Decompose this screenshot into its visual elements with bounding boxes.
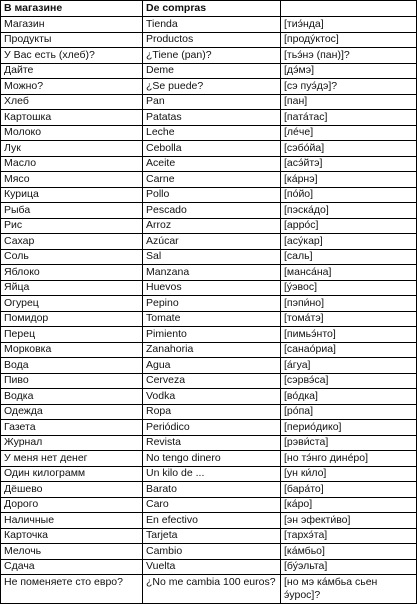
cell-spanish: Arroz	[143, 218, 281, 234]
table-row	[1, 497, 417, 513]
cell-russian: Одежда	[1, 404, 143, 420]
cell-spanish: ¿Se puede?	[143, 79, 281, 95]
cell-spanish: Pollo	[143, 187, 281, 203]
header-russian: В магазине	[1, 1, 143, 17]
cell-russian: Хлеб	[1, 94, 143, 110]
cell-russian: Наличные	[1, 513, 143, 529]
cell-spanish: Un kilo de ...	[143, 466, 281, 482]
cell-russian: Соль	[1, 249, 143, 265]
table-row	[1, 296, 417, 312]
cell-spanish: Zanahoria	[143, 342, 281, 358]
table-row	[1, 249, 417, 265]
table-row	[1, 544, 417, 560]
cell-russian: Мясо	[1, 172, 143, 188]
cell-russian: Перец	[1, 327, 143, 343]
cell-russian: Лук	[1, 141, 143, 157]
cell-russian: Мелочь	[1, 544, 143, 560]
table-row	[1, 311, 417, 327]
cell-russian: Газета	[1, 420, 143, 436]
table-row	[1, 63, 417, 79]
cell-russian: Карточка	[1, 528, 143, 544]
cell-spanish: Sal	[143, 249, 281, 265]
cell-pronunciation: [ка́мбьо]	[281, 544, 417, 560]
table-row	[1, 172, 417, 188]
table-row	[1, 435, 417, 451]
cell-spanish: Manzana	[143, 265, 281, 281]
cell-russian: Один килограмм	[1, 466, 143, 482]
cell-spanish: Pimiento	[143, 327, 281, 343]
cell-pronunciation: [пан]	[281, 94, 417, 110]
table-row	[1, 528, 417, 544]
table-row	[1, 48, 417, 64]
table-row	[1, 280, 417, 296]
cell-russian: Вода	[1, 358, 143, 374]
cell-pronunciation: [дэ́мэ]	[281, 63, 417, 79]
cell-russian: Яйца	[1, 280, 143, 296]
cell-russian: Магазин	[1, 17, 143, 33]
cell-spanish: ¿No me cambia 100 euros?	[143, 575, 281, 604]
cell-spanish: En efectivo	[143, 513, 281, 529]
cell-russian: Картошка	[1, 110, 143, 126]
cell-spanish: Azúcar	[143, 234, 281, 250]
table-row	[1, 265, 417, 281]
table-row	[1, 94, 417, 110]
table-row	[1, 389, 417, 405]
cell-russian: Курица	[1, 187, 143, 203]
cell-russian: Масло	[1, 156, 143, 172]
cell-spanish: Agua	[143, 358, 281, 374]
cell-russian: Не поменяете сто евро?	[1, 575, 143, 604]
cell-spanish: Pepino	[143, 296, 281, 312]
table-row	[1, 420, 417, 436]
vocabulary-body	[1, 17, 417, 604]
cell-pronunciation: [тиэ́нда]	[281, 17, 417, 33]
cell-spanish: Pan	[143, 94, 281, 110]
cell-spanish: Leche	[143, 125, 281, 141]
cell-russian: Яблоко	[1, 265, 143, 281]
table-row	[1, 466, 417, 482]
cell-spanish: Cambio	[143, 544, 281, 560]
table-row	[1, 575, 417, 604]
cell-spanish: Huevos	[143, 280, 281, 296]
cell-pronunciation: [тьэ́нэ (пан)]?	[281, 48, 417, 64]
cell-pronunciation: [сэ пуэ́дэ]?	[281, 79, 417, 95]
cell-pronunciation: [у́эвос]	[281, 280, 417, 296]
table-row	[1, 451, 417, 467]
cell-pronunciation: [но мэ ка́мбьа сьен э́урос]?	[281, 575, 417, 604]
cell-russian: Сахар	[1, 234, 143, 250]
cell-spanish: Carne	[143, 172, 281, 188]
table-row	[1, 404, 417, 420]
cell-russian: Пиво	[1, 373, 143, 389]
cell-pronunciation: [пэпи́но]	[281, 296, 417, 312]
table-row	[1, 358, 417, 374]
cell-spanish: No tengo dinero	[143, 451, 281, 467]
cell-pronunciation: [манса́на]	[281, 265, 417, 281]
cell-pronunciation: [саль]	[281, 249, 417, 265]
cell-spanish: Barato	[143, 482, 281, 498]
cell-pronunciation: [пимьэ́нто]	[281, 327, 417, 343]
table-row	[1, 141, 417, 157]
cell-russian: Продукты	[1, 32, 143, 48]
cell-pronunciation: [продýктос]	[281, 32, 417, 48]
table-row	[1, 482, 417, 498]
cell-russian: Огурец	[1, 296, 143, 312]
cell-russian: Журнал	[1, 435, 143, 451]
cell-pronunciation: [пэска́до]	[281, 203, 417, 219]
cell-russian: Можно?	[1, 79, 143, 95]
cell-pronunciation: [но тэ́нго дине́ро]	[281, 451, 417, 467]
cell-pronunciation: [ун ки́ло]	[281, 466, 417, 482]
cell-russian: Водка	[1, 389, 143, 405]
cell-pronunciation: [асэ́йтэ]	[281, 156, 417, 172]
cell-pronunciation: [асу́кар]	[281, 234, 417, 250]
cell-pronunciation: [а́гуа]	[281, 358, 417, 374]
cell-spanish: Patatas	[143, 110, 281, 126]
table-row	[1, 110, 417, 126]
cell-spanish: Tienda	[143, 17, 281, 33]
table-row	[1, 203, 417, 219]
cell-spanish: Caro	[143, 497, 281, 513]
cell-russian: Рыба	[1, 203, 143, 219]
cell-pronunciation: [тома́тэ]	[281, 311, 417, 327]
cell-russian: Молоко	[1, 125, 143, 141]
table-row	[1, 218, 417, 234]
cell-pronunciation: [рэви́ста]	[281, 435, 417, 451]
table-row	[1, 559, 417, 575]
table-row	[1, 373, 417, 389]
cell-pronunciation: [перио́дико]	[281, 420, 417, 436]
cell-pronunciation: [эн эфекти́во]	[281, 513, 417, 529]
cell-spanish: Pescado	[143, 203, 281, 219]
table-row	[1, 32, 417, 48]
cell-spanish: Cerveza	[143, 373, 281, 389]
cell-russian: Рис	[1, 218, 143, 234]
cell-pronunciation: [ка́ро]	[281, 497, 417, 513]
cell-russian: Дайте	[1, 63, 143, 79]
cell-russian: Морковка	[1, 342, 143, 358]
table-row	[1, 125, 417, 141]
header-spanish: De compras	[143, 1, 281, 17]
cell-russian: У Вас есть (хлеб)?	[1, 48, 143, 64]
cell-pronunciation: [тархэ́та]	[281, 528, 417, 544]
cell-spanish: Tarjeta	[143, 528, 281, 544]
cell-spanish: Tomate	[143, 311, 281, 327]
cell-spanish: Vodka	[143, 389, 281, 405]
table-row	[1, 79, 417, 95]
cell-spanish: ¿Tiene (pan)?	[143, 48, 281, 64]
cell-russian: Дорого	[1, 497, 143, 513]
table-row	[1, 513, 417, 529]
cell-russian: Сдача	[1, 559, 143, 575]
cell-russian: У меня нет денег	[1, 451, 143, 467]
cell-pronunciation: [во́дка]	[281, 389, 417, 405]
cell-spanish: Aceite	[143, 156, 281, 172]
cell-pronunciation: [сэбо́йа]	[281, 141, 417, 157]
cell-spanish: Productos	[143, 32, 281, 48]
cell-pronunciation: [бара́то]	[281, 482, 417, 498]
cell-pronunciation: [бу́эльта]	[281, 559, 417, 575]
cell-russian: Дёшево	[1, 482, 143, 498]
table-row	[1, 327, 417, 343]
cell-pronunciation: [арро́с]	[281, 218, 417, 234]
cell-spanish: Cebolla	[143, 141, 281, 157]
cell-spanish: Periódico	[143, 420, 281, 436]
cell-spanish: Revista	[143, 435, 281, 451]
cell-pronunciation: [по́йо]	[281, 187, 417, 203]
cell-pronunciation: [ка́рнэ]	[281, 172, 417, 188]
table-row	[1, 187, 417, 203]
cell-pronunciation: [санао́риа]	[281, 342, 417, 358]
table-row	[1, 234, 417, 250]
header-pronunciation	[281, 1, 417, 17]
cell-russian: Помидор	[1, 311, 143, 327]
table-row	[1, 17, 417, 33]
cell-spanish: Ropa	[143, 404, 281, 420]
cell-pronunciation: [пата́тас]	[281, 110, 417, 126]
cell-pronunciation: [лéче]	[281, 125, 417, 141]
table-row	[1, 342, 417, 358]
table-row	[1, 156, 417, 172]
cell-spanish: Deme	[143, 63, 281, 79]
header-row	[1, 1, 417, 17]
cell-spanish: Vuelta	[143, 559, 281, 575]
cell-pronunciation: [сэрвэ́са]	[281, 373, 417, 389]
cell-pronunciation: [ро́па]	[281, 404, 417, 420]
